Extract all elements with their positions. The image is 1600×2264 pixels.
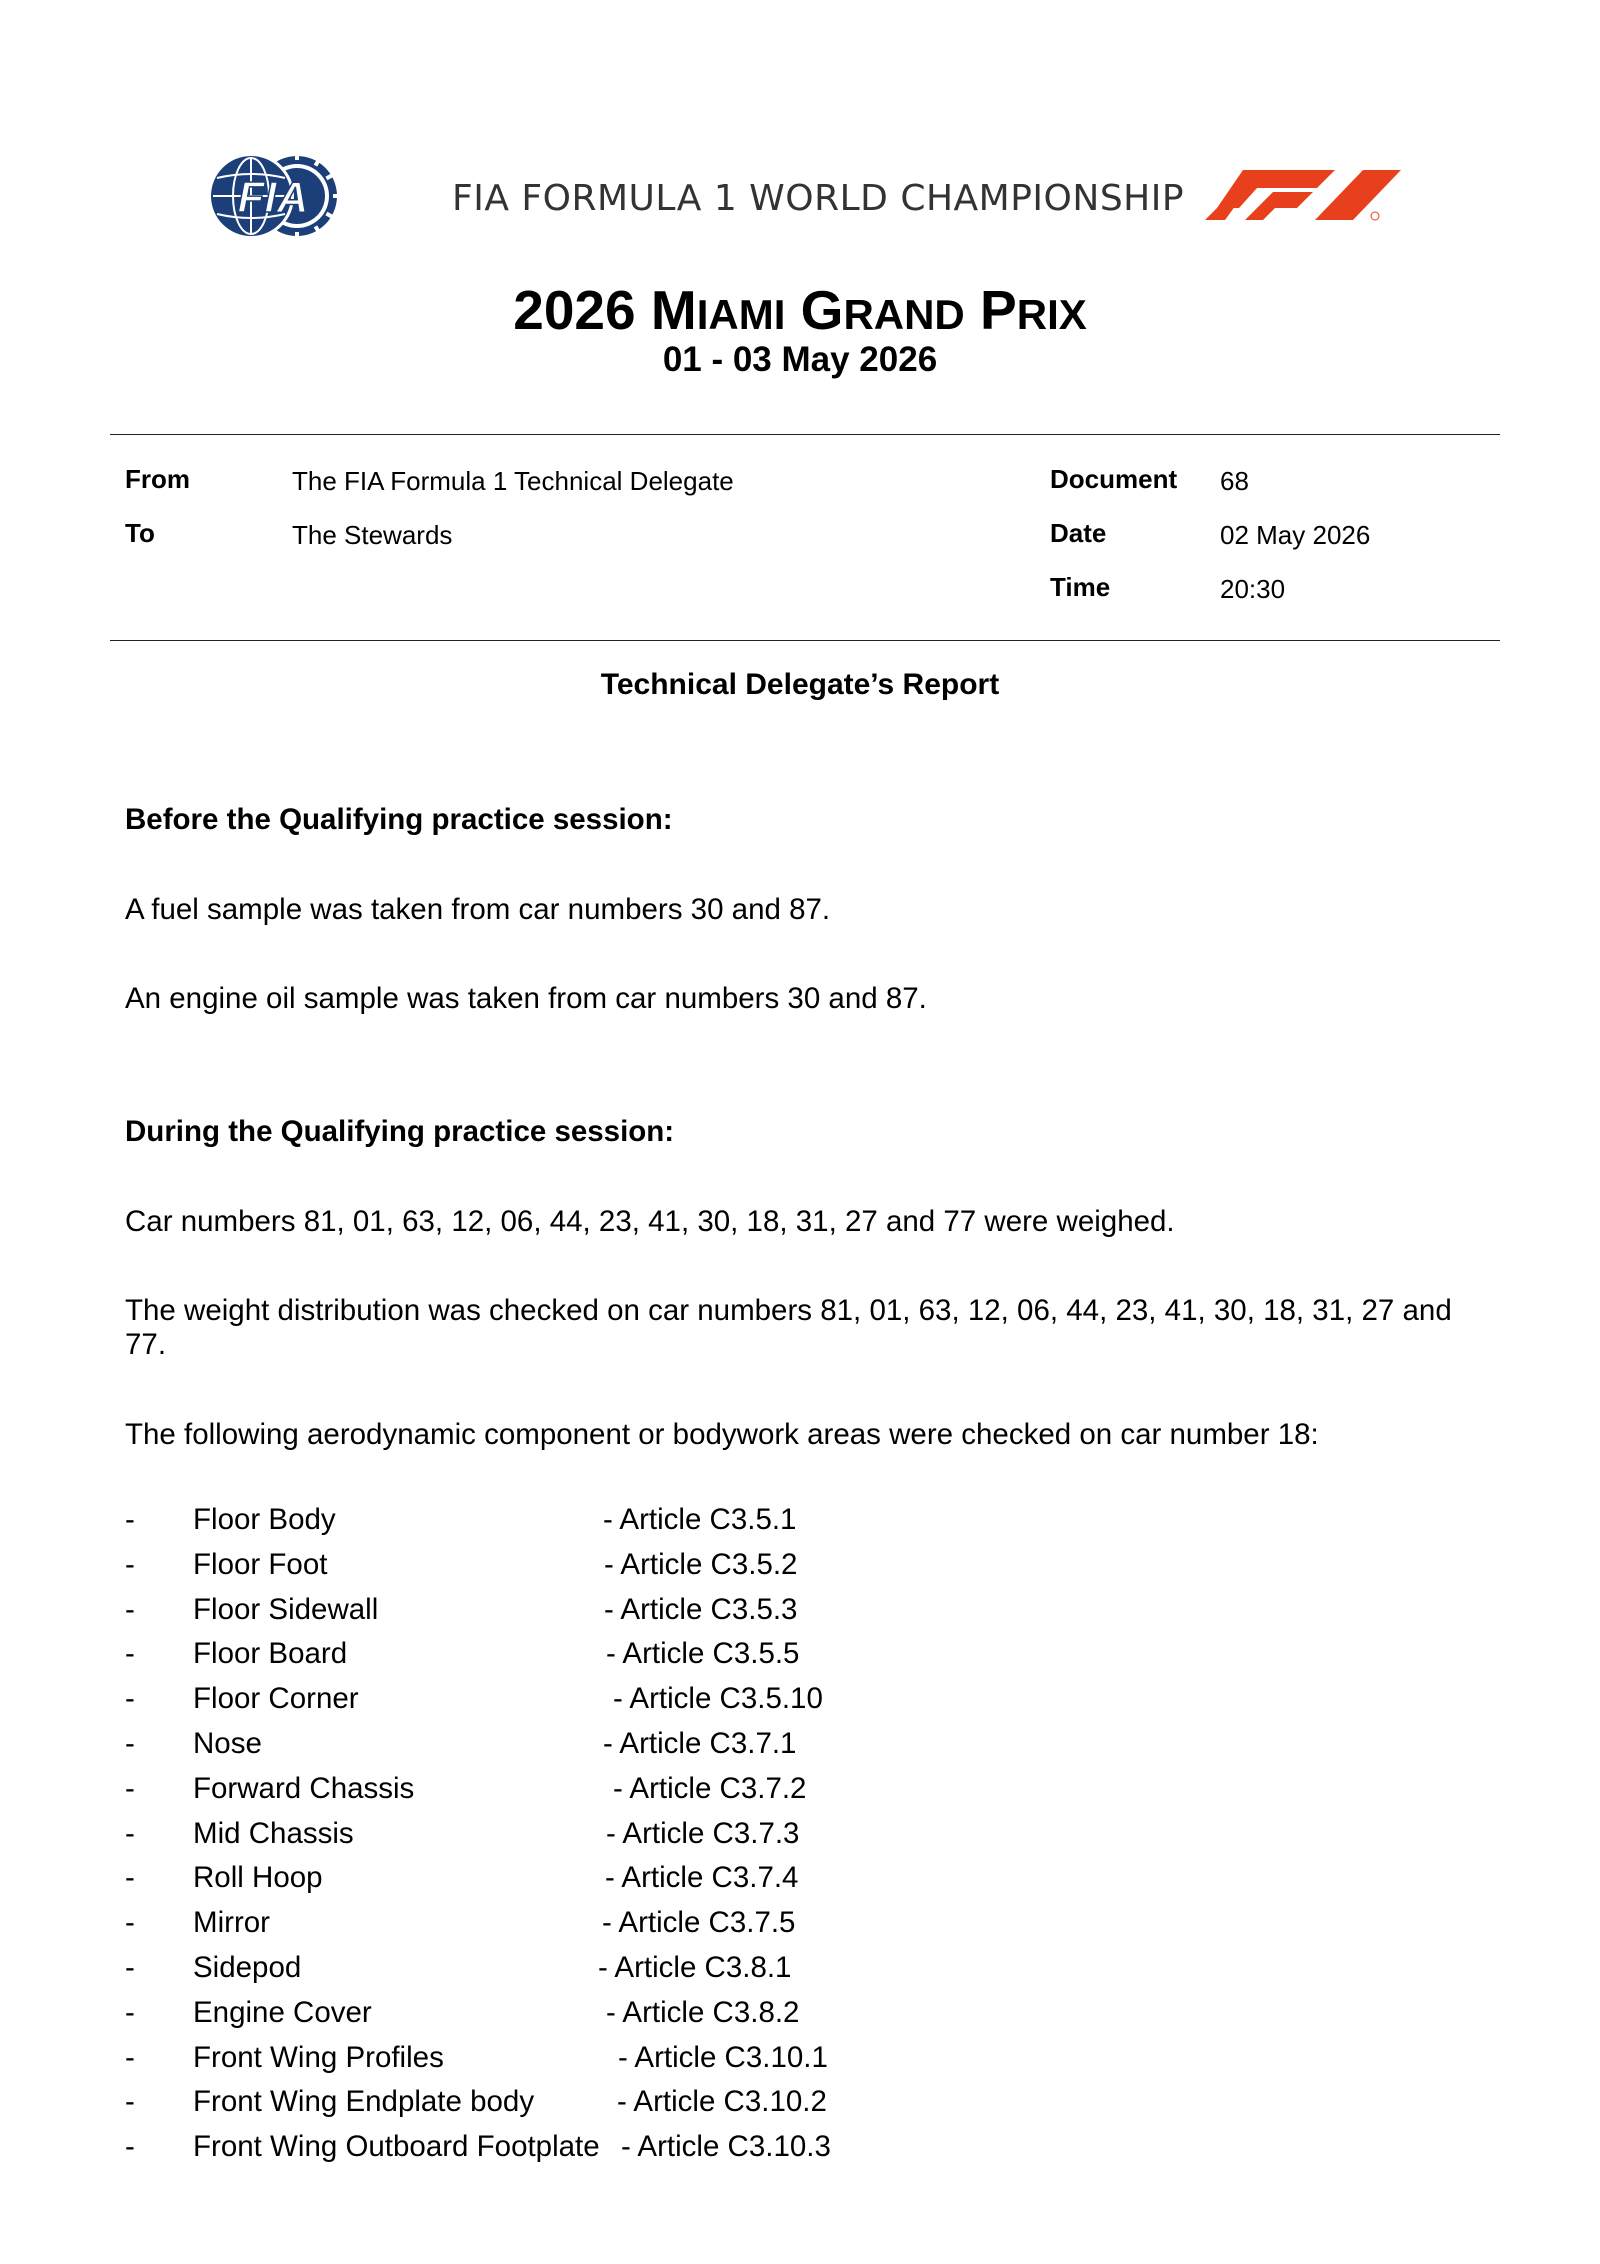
list-item: - Floor Sidewall - Article C3.5.3 (125, 1592, 798, 1626)
before-paragraph-1: A fuel sample was taken from car numbers 30 and 87. (125, 893, 831, 926)
to-value: The Stewards (292, 520, 453, 550)
f1-logo (1205, 170, 1405, 226)
from-value: The FIA Formula 1 Technical Delegate (292, 466, 734, 496)
list-item: - Mirror - Article C3.7.5 (125, 1906, 796, 1940)
from-label: From (125, 464, 190, 494)
time-label: Time (1050, 572, 1111, 602)
divider (110, 434, 1500, 435)
list-item: - Front Wing Outboard Footplate - Article C3.10.3 (125, 2130, 831, 2164)
list-item: - Forward Chassis - Article C3.7.2 (125, 1771, 807, 1805)
during-heading: During the Qualifying practice session: (125, 1115, 675, 1148)
time-value: 20:30 (1220, 574, 1286, 604)
during-paragraph-2: The weight distribution was checked on car numbers 81, 01, 63, 12, 06, 44, 23, 41, 30, 18, 31, 27 and 77. (125, 1294, 1452, 1361)
report-title: Technical Delegate’s Report (600, 668, 1000, 701)
divider (110, 640, 1500, 641)
before-heading: Before the Qualifying practice session: (125, 803, 673, 836)
list-item: - Floor Body - Article C3.5.1 (125, 1503, 797, 1536)
to-label: To (125, 518, 155, 548)
list-item: - Engine Cover - Article C3.8.2 (125, 1995, 800, 2029)
checks-list (125, 1503, 1125, 2175)
list-item: - Floor Foot - Article C3.5.2 (125, 1547, 798, 1581)
championship-title: FIA FORMULA 1 WORLD CHAMPIONSHIP (452, 178, 1185, 219)
event-dates: 01 - 03 May 2026 (662, 340, 938, 379)
during-paragraph-3: The following aerodynamic component or bodywork areas were checked on car number 18: (125, 1418, 1319, 1451)
event-title: 2026 MIAMI GRAND PRIX (513, 279, 1087, 341)
list-item: - Sidepod - Article C3.8.1 (125, 1950, 792, 1984)
fia-logo (205, 148, 343, 244)
list-item: - Mid Chassis - Article C3.7.3 (125, 1816, 800, 1850)
before-paragraph-2: An engine oil sample was taken from car numbers 30 and 87. (125, 982, 927, 1015)
svg-text:FIA: FIA (237, 173, 309, 222)
list-item: - Floor Corner - Article C3.5.10 (125, 1682, 823, 1716)
list-item: - Front Wing Endplate body - Article C3.10.2 (125, 2085, 827, 2119)
list-item: - Roll Hoop - Article C3.7.4 (125, 1861, 799, 1895)
list-item: - Nose - Article C3.7.1 (125, 1726, 797, 1760)
date-label: Date (1050, 518, 1107, 548)
document-value: 68 (1220, 466, 1249, 496)
list-item: - Floor Board - Article C3.5.5 (125, 1637, 800, 1671)
list-item: - Front Wing Profiles - Article C3.10.1 (125, 2040, 828, 2074)
during-paragraph-1: Car numbers 81, 01, 63, 12, 06, 44, 23, 41, 30, 18, 31, 27 and 77 were weighed. (125, 1205, 1175, 1238)
date-value: 02 May 2026 (1220, 520, 1371, 550)
document-label: Document (1050, 464, 1178, 494)
